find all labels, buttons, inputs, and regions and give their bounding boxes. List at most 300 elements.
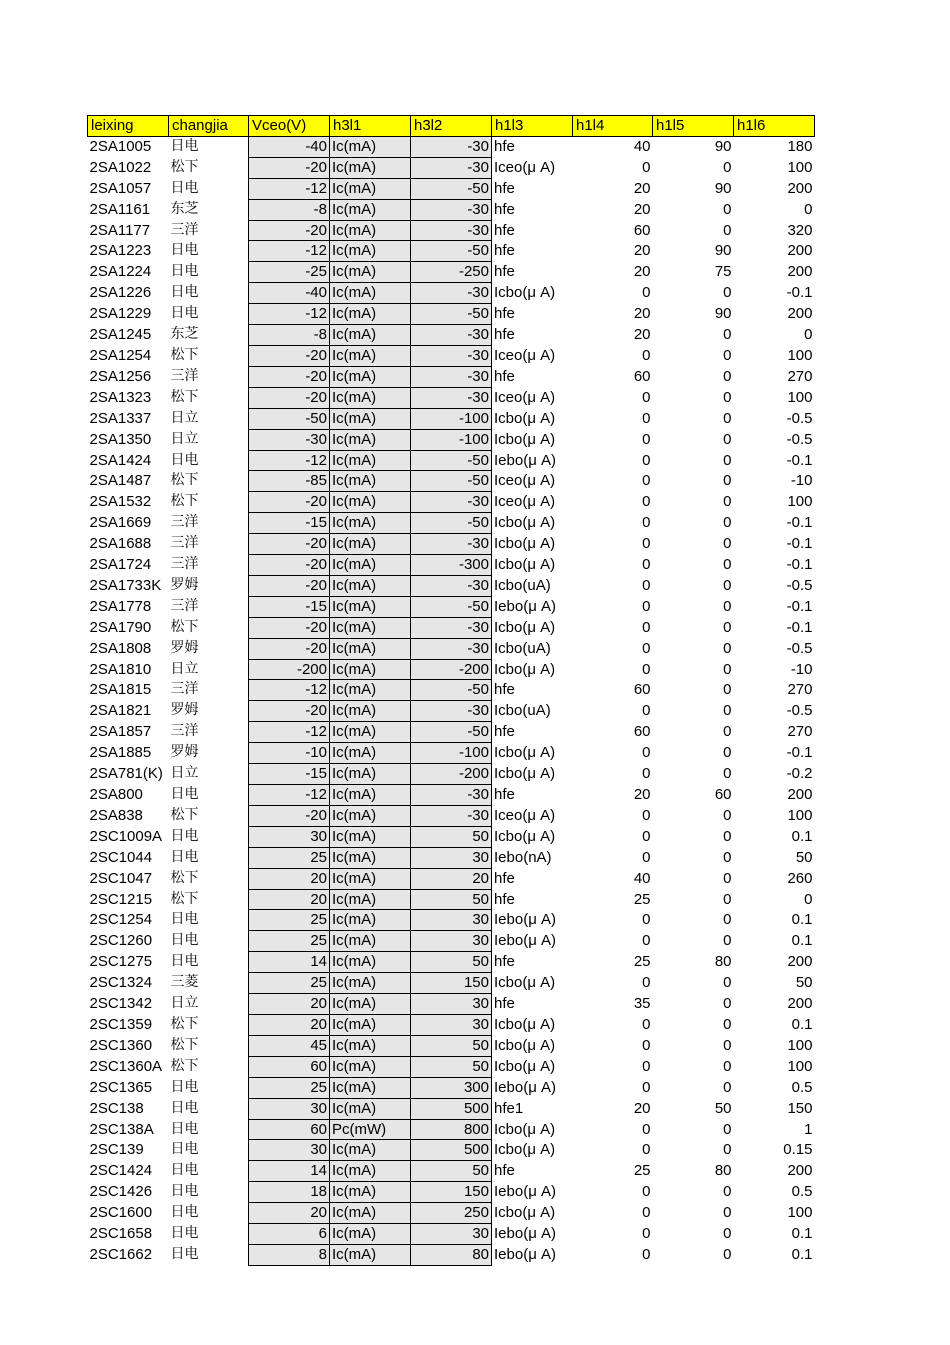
- cell-h3l1[interactable]: Ic(mA): [330, 805, 411, 826]
- cell-h3l2[interactable]: 50: [411, 1161, 492, 1182]
- cell-h1l6[interactable]: -0.5: [786, 639, 813, 657]
- cell-h1l4[interactable]: 0: [642, 409, 651, 427]
- cell-h3l1[interactable]: Ic(mA): [330, 429, 411, 450]
- cell-h1l4[interactable]: 0: [642, 451, 651, 469]
- cell-h1l5[interactable]: 0: [723, 1245, 732, 1263]
- cell-h3l1[interactable]: Ic(mA): [330, 764, 411, 785]
- cell-leixing[interactable]: 2SA1778: [89, 597, 152, 615]
- cell-leixing[interactable]: 2SA1337: [89, 409, 152, 427]
- cell-h1l6[interactable]: 320: [787, 221, 813, 239]
- cell-h1l6[interactable]: 0.1: [791, 1225, 813, 1243]
- cell-changjia[interactable]: 日立: [170, 409, 199, 426]
- cell-h1l4[interactable]: 0: [642, 1015, 651, 1033]
- cell-h1l5[interactable]: 0: [723, 723, 732, 741]
- cell-leixing[interactable]: 2SA1161: [89, 200, 151, 218]
- cell-changjia[interactable]: 三洋: [170, 556, 199, 573]
- cell-h1l4[interactable]: 0: [642, 597, 651, 615]
- cell-h3l2[interactable]: -50: [411, 471, 492, 492]
- cell-leixing[interactable]: 2SA1226: [89, 284, 152, 302]
- cell-h3l1[interactable]: Ic(mA): [330, 492, 411, 513]
- cell-h3l2[interactable]: 50: [411, 826, 492, 847]
- cell-leixing[interactable]: 2SA1022: [89, 158, 152, 176]
- cell-h3l2[interactable]: -50: [411, 178, 492, 199]
- cell-changjia[interactable]: 日电: [170, 786, 199, 802]
- cell-h3l2[interactable]: 150: [411, 1182, 492, 1203]
- cell-leixing[interactable]: 2SC1047: [89, 869, 153, 887]
- cell-changjia[interactable]: 松下: [170, 618, 199, 635]
- cell-h1l6[interactable]: 100: [787, 493, 813, 511]
- cell-h1l3[interactable]: Icbo(μ A): [494, 514, 556, 532]
- cell-h1l4[interactable]: 0: [642, 430, 651, 448]
- cell-h3l1[interactable]: Ic(mA): [330, 555, 411, 576]
- cell-h1l6[interactable]: 100: [787, 1057, 813, 1075]
- header-h1l6[interactable]: h1l6: [734, 116, 815, 137]
- cell-h3l1[interactable]: Ic(mA): [330, 952, 411, 973]
- cell-vceo[interactable]: 20: [249, 1203, 330, 1224]
- cell-h1l3[interactable]: Icbo(μ A): [494, 744, 556, 762]
- cell-leixing[interactable]: 2SA1256: [89, 367, 152, 385]
- cell-h3l2[interactable]: -100: [411, 429, 492, 450]
- cell-h1l6[interactable]: 0: [804, 326, 813, 344]
- header-vceo[interactable]: Vceo(V): [249, 116, 330, 137]
- cell-h1l3[interactable]: Iebo(μ A): [494, 1225, 556, 1243]
- cell-h1l3[interactable]: Icbo(uA): [494, 576, 551, 594]
- cell-vceo[interactable]: -15: [249, 513, 330, 534]
- cell-h1l4[interactable]: 0: [642, 911, 651, 929]
- cell-leixing[interactable]: 2SC1260: [89, 932, 153, 950]
- cell-h1l3[interactable]: Icbo(μ A): [494, 430, 556, 448]
- cell-h3l2[interactable]: 30: [411, 847, 492, 868]
- cell-h1l3[interactable]: Icbo(μ A): [494, 827, 556, 845]
- cell-h1l3[interactable]: Icbo(μ A): [494, 1057, 556, 1075]
- cell-h1l6[interactable]: 100: [787, 388, 813, 406]
- cell-h3l2[interactable]: -30: [411, 701, 492, 722]
- cell-h1l4[interactable]: 20: [633, 263, 651, 281]
- cell-h1l4[interactable]: 0: [642, 535, 651, 553]
- cell-h1l6[interactable]: 200: [787, 1162, 813, 1180]
- cell-h1l6[interactable]: 200: [787, 263, 813, 281]
- cell-h3l1[interactable]: Ic(mA): [330, 1182, 411, 1203]
- cell-h1l5[interactable]: 0: [723, 974, 732, 992]
- cell-vceo[interactable]: -20: [249, 617, 330, 638]
- cell-h1l5[interactable]: 0: [723, 535, 732, 553]
- cell-vceo[interactable]: 20: [249, 889, 330, 910]
- cell-h1l5[interactable]: 0: [723, 639, 732, 657]
- cell-h3l1[interactable]: Pc(mW): [330, 1119, 411, 1140]
- cell-h3l1[interactable]: Ic(mA): [330, 596, 411, 617]
- cell-h1l5[interactable]: 0: [723, 765, 732, 783]
- cell-leixing[interactable]: 2SC1360: [89, 1036, 153, 1054]
- cell-h3l1[interactable]: Ic(mA): [330, 178, 411, 199]
- cell-h1l4[interactable]: 20: [633, 1099, 651, 1117]
- cell-h1l3[interactable]: Icbo(μ A): [494, 1015, 556, 1033]
- cell-h1l3[interactable]: Icbo(μ A): [494, 974, 556, 992]
- cell-h3l1[interactable]: Ic(mA): [330, 1056, 411, 1077]
- cell-h1l3[interactable]: hfe: [494, 138, 515, 156]
- cell-changjia[interactable]: 日电: [170, 911, 199, 928]
- cell-h3l2[interactable]: -50: [411, 596, 492, 617]
- cell-h1l4[interactable]: 0: [642, 1141, 651, 1159]
- cell-h1l5[interactable]: 0: [723, 702, 732, 720]
- cell-leixing[interactable]: 2SA1815: [89, 681, 152, 699]
- cell-changjia[interactable]: 日电: [170, 242, 199, 259]
- cell-h3l2[interactable]: -30: [411, 575, 492, 596]
- cell-h1l5[interactable]: 0: [723, 576, 732, 594]
- cell-leixing[interactable]: 2SA1323: [89, 388, 152, 406]
- cell-h1l3[interactable]: Iebo(μ A): [494, 1078, 556, 1096]
- cell-changjia[interactable]: 日立: [170, 660, 199, 677]
- cell-h1l3[interactable]: hfe: [494, 1162, 515, 1180]
- cell-h1l4[interactable]: 0: [642, 806, 651, 824]
- cell-h1l5[interactable]: 60: [714, 786, 732, 803]
- cell-h1l5[interactable]: 0: [723, 1183, 732, 1201]
- cell-h1l3[interactable]: Icbo(uA): [494, 639, 551, 657]
- cell-leixing[interactable]: 2SC1044: [89, 848, 153, 866]
- header-h1l5[interactable]: h1l5: [653, 116, 734, 137]
- cell-vceo[interactable]: 60: [249, 1119, 330, 1140]
- cell-h1l4[interactable]: 60: [633, 367, 651, 385]
- cell-vceo[interactable]: 20: [249, 868, 330, 889]
- cell-changjia[interactable]: 松下: [170, 1057, 199, 1074]
- cell-h3l1[interactable]: Ic(mA): [330, 1161, 411, 1182]
- cell-leixing[interactable]: 2SC1359: [89, 1015, 153, 1033]
- cell-h1l4[interactable]: 0: [642, 576, 651, 594]
- cell-h1l6[interactable]: 200: [787, 242, 813, 260]
- cell-vceo[interactable]: -20: [249, 534, 330, 555]
- cell-h1l6[interactable]: -0.5: [786, 576, 813, 594]
- cell-changjia[interactable]: 日电: [170, 1204, 199, 1221]
- cell-changjia[interactable]: 三洋: [170, 597, 199, 614]
- cell-leixing[interactable]: 2SA1350: [89, 430, 152, 448]
- cell-h3l2[interactable]: 150: [411, 973, 492, 994]
- cell-h1l5[interactable]: 0: [723, 827, 732, 845]
- cell-vceo[interactable]: -20: [249, 575, 330, 596]
- cell-h3l1[interactable]: Ic(mA): [330, 889, 411, 910]
- cell-h1l6[interactable]: 0.1: [791, 1245, 813, 1263]
- cell-h1l4[interactable]: 0: [642, 932, 651, 950]
- cell-h1l6[interactable]: 0: [804, 200, 813, 218]
- cell-h1l5[interactable]: 0: [723, 618, 732, 636]
- cell-h1l4[interactable]: 0: [642, 1036, 651, 1054]
- cell-changjia[interactable]: 日电: [170, 1162, 199, 1179]
- cell-h3l1[interactable]: Ic(mA): [330, 910, 411, 931]
- cell-vceo[interactable]: -50: [249, 408, 330, 429]
- cell-h1l6[interactable]: 200: [787, 305, 813, 323]
- cell-vceo[interactable]: -12: [249, 450, 330, 471]
- cell-leixing[interactable]: 2SC1275: [89, 953, 153, 971]
- cell-vceo[interactable]: -20: [249, 638, 330, 659]
- cell-vceo[interactable]: 8: [249, 1244, 330, 1265]
- cell-leixing[interactable]: 2SA1245: [89, 326, 152, 344]
- cell-changjia[interactable]: 日电: [170, 284, 199, 301]
- cell-vceo[interactable]: -12: [249, 722, 330, 743]
- cell-h1l4[interactable]: 40: [633, 138, 651, 156]
- cell-h1l5[interactable]: 0: [723, 744, 732, 762]
- cell-vceo[interactable]: -20: [249, 701, 330, 722]
- cell-h3l1[interactable]: Ic(mA): [330, 345, 411, 366]
- cell-h1l6[interactable]: -0.5: [786, 430, 813, 448]
- header-h1l4[interactable]: h1l4: [573, 116, 653, 137]
- cell-h1l4[interactable]: 0: [642, 514, 651, 532]
- cell-h1l3[interactable]: Iebo(μ A): [494, 597, 556, 615]
- cell-changjia[interactable]: 松下: [170, 1036, 199, 1053]
- cell-h1l3[interactable]: Icbo(uA): [494, 702, 551, 720]
- cell-leixing[interactable]: 2SC1662: [89, 1245, 153, 1263]
- cell-vceo[interactable]: -15: [249, 596, 330, 617]
- cell-h1l4[interactable]: 40: [633, 869, 651, 887]
- cell-leixing[interactable]: 2SA1254: [89, 346, 152, 364]
- cell-changjia[interactable]: 日立: [170, 765, 199, 782]
- cell-h1l4[interactable]: 20: [633, 305, 651, 323]
- cell-h3l1[interactable]: Ic(mA): [330, 973, 411, 994]
- cell-h1l4[interactable]: 0: [642, 1078, 651, 1096]
- cell-changjia[interactable]: 日电: [170, 827, 199, 844]
- cell-vceo[interactable]: -8: [249, 325, 330, 346]
- cell-h1l5[interactable]: 0: [723, 1204, 732, 1222]
- cell-vceo[interactable]: 6: [249, 1224, 330, 1245]
- cell-vceo[interactable]: 25: [249, 847, 330, 868]
- cell-h1l5[interactable]: 0: [723, 1015, 732, 1033]
- cell-h3l1[interactable]: Ic(mA): [330, 1244, 411, 1265]
- cell-h3l1[interactable]: Ic(mA): [330, 1035, 411, 1056]
- cell-h1l5[interactable]: 0: [723, 451, 732, 469]
- cell-vceo[interactable]: -25: [249, 262, 330, 283]
- cell-h1l6[interactable]: 1: [804, 1120, 813, 1138]
- cell-changjia[interactable]: 三洋: [170, 221, 199, 238]
- cell-vceo[interactable]: -20: [249, 492, 330, 513]
- cell-vceo[interactable]: 14: [249, 952, 330, 973]
- cell-h1l3[interactable]: Iebo(μ A): [494, 1245, 556, 1263]
- cell-h3l2[interactable]: 20: [411, 868, 492, 889]
- cell-h1l6[interactable]: 270: [787, 367, 813, 385]
- cell-vceo[interactable]: -85: [249, 471, 330, 492]
- cell-h3l1[interactable]: Ic(mA): [330, 1224, 411, 1245]
- cell-h1l4[interactable]: 20: [633, 326, 651, 344]
- cell-h3l2[interactable]: 300: [411, 1077, 492, 1098]
- cell-leixing[interactable]: 2SA1733K: [89, 576, 162, 594]
- cell-leixing[interactable]: 2SA1177: [89, 221, 151, 239]
- cell-vceo[interactable]: 25: [249, 973, 330, 994]
- cell-h1l5[interactable]: 0: [723, 430, 732, 448]
- cell-vceo[interactable]: 30: [249, 1140, 330, 1161]
- header-changjia[interactable]: changjia: [169, 116, 249, 137]
- cell-leixing[interactable]: 2SA1532: [89, 493, 152, 511]
- cell-h3l2[interactable]: 50: [411, 1035, 492, 1056]
- cell-vceo[interactable]: 25: [249, 931, 330, 952]
- cell-h1l5[interactable]: 0: [723, 1078, 732, 1096]
- cell-h3l2[interactable]: -50: [411, 722, 492, 743]
- cell-vceo[interactable]: -20: [249, 555, 330, 576]
- cell-h1l5[interactable]: 80: [714, 1162, 732, 1180]
- cell-leixing[interactable]: 2SC138A: [89, 1120, 154, 1138]
- cell-vceo[interactable]: 45: [249, 1035, 330, 1056]
- cell-leixing[interactable]: 2SC1600: [89, 1204, 153, 1222]
- cell-h1l3[interactable]: hfe: [494, 890, 515, 908]
- cell-h1l5[interactable]: 0: [723, 806, 732, 824]
- cell-vceo[interactable]: 20: [249, 1014, 330, 1035]
- cell-h1l3[interactable]: hfe: [494, 242, 515, 260]
- cell-h1l3[interactable]: Icbo(μ A): [494, 618, 556, 636]
- cell-h3l2[interactable]: 30: [411, 910, 492, 931]
- cell-leixing[interactable]: 2SA1688: [89, 535, 152, 553]
- cell-changjia[interactable]: 松下: [170, 806, 199, 823]
- cell-h1l5[interactable]: 0: [723, 848, 732, 866]
- cell-h1l6[interactable]: -10: [790, 472, 813, 490]
- cell-h1l4[interactable]: 60: [633, 681, 651, 699]
- cell-h1l3[interactable]: hfe: [494, 786, 515, 803]
- cell-leixing[interactable]: 2SC1009A: [89, 827, 163, 845]
- cell-h1l6[interactable]: 0.5: [791, 1078, 813, 1096]
- cell-leixing[interactable]: 2SC1215: [89, 890, 153, 908]
- cell-changjia[interactable]: 日电: [170, 932, 199, 949]
- cell-h1l5[interactable]: 0: [723, 995, 732, 1013]
- cell-vceo[interactable]: -12: [249, 680, 330, 701]
- cell-leixing[interactable]: 2SC1254: [89, 911, 153, 929]
- cell-h1l5[interactable]: 0: [723, 472, 732, 490]
- cell-h1l6[interactable]: -0.1: [786, 744, 813, 762]
- cell-h1l6[interactable]: 150: [787, 1099, 813, 1117]
- cell-h1l3[interactable]: Iebo(μ A): [494, 911, 556, 929]
- cell-changjia[interactable]: 罗姆: [170, 639, 199, 656]
- cell-h3l1[interactable]: Ic(mA): [330, 1077, 411, 1098]
- cell-h3l1[interactable]: Ic(mA): [330, 304, 411, 325]
- cell-changjia[interactable]: 日电: [170, 1099, 199, 1116]
- cell-changjia[interactable]: 东芝: [170, 326, 199, 343]
- cell-leixing[interactable]: 2SA1790: [89, 618, 152, 636]
- cell-h3l2[interactable]: -300: [411, 555, 492, 576]
- cell-leixing[interactable]: 2SC1360A: [89, 1057, 163, 1075]
- cell-vceo[interactable]: -20: [249, 366, 330, 387]
- cell-h3l2[interactable]: -30: [411, 220, 492, 241]
- cell-changjia[interactable]: 三洋: [170, 367, 199, 384]
- cell-h1l5[interactable]: 0: [723, 1225, 732, 1243]
- cell-h1l4[interactable]: 25: [633, 953, 651, 971]
- cell-leixing[interactable]: 2SA1223: [89, 242, 152, 260]
- cell-h1l4[interactable]: 0: [642, 1057, 651, 1075]
- cell-h3l1[interactable]: Ic(mA): [330, 743, 411, 764]
- cell-h1l6[interactable]: -0.5: [786, 702, 813, 720]
- cell-h1l4[interactable]: 0: [642, 284, 651, 302]
- cell-h1l5[interactable]: 0: [723, 326, 732, 344]
- cell-vceo[interactable]: 30: [249, 1098, 330, 1119]
- cell-changjia[interactable]: 三洋: [170, 535, 199, 552]
- cell-vceo[interactable]: -200: [249, 659, 330, 680]
- cell-h3l2[interactable]: -100: [411, 408, 492, 429]
- cell-h1l5[interactable]: 0: [723, 514, 732, 532]
- cell-vceo[interactable]: 25: [249, 1077, 330, 1098]
- cell-h3l2[interactable]: 500: [411, 1098, 492, 1119]
- cell-h1l3[interactable]: hfe: [494, 953, 515, 971]
- cell-h1l3[interactable]: hfe: [494, 995, 515, 1013]
- cell-h1l5[interactable]: 50: [714, 1099, 732, 1117]
- cell-h1l4[interactable]: 0: [642, 618, 651, 636]
- cell-h1l3[interactable]: Icbo(μ A): [494, 1141, 556, 1159]
- cell-h3l2[interactable]: -30: [411, 157, 492, 178]
- cell-changjia[interactable]: 松下: [170, 388, 199, 405]
- cell-h1l6[interactable]: -0.1: [786, 284, 813, 302]
- cell-h3l1[interactable]: Ic(mA): [330, 785, 411, 806]
- cell-changjia[interactable]: 日电: [170, 451, 199, 468]
- cell-h1l6[interactable]: 100: [787, 806, 813, 824]
- cell-h1l4[interactable]: 0: [642, 848, 651, 866]
- cell-h3l1[interactable]: Ic(mA): [330, 617, 411, 638]
- cell-changjia[interactable]: 日电: [170, 953, 199, 970]
- cell-h3l2[interactable]: -50: [411, 450, 492, 471]
- cell-changjia[interactable]: 三洋: [170, 514, 199, 531]
- cell-leixing[interactable]: 2SA1724: [89, 556, 152, 574]
- cell-h1l4[interactable]: 0: [642, 1245, 651, 1263]
- cell-h1l6[interactable]: -10: [790, 660, 813, 678]
- cell-h3l2[interactable]: 50: [411, 952, 492, 973]
- cell-h1l6[interactable]: 0.5: [791, 1183, 813, 1201]
- cell-h3l2[interactable]: 500: [411, 1140, 492, 1161]
- cell-h1l5[interactable]: 0: [723, 200, 732, 218]
- cell-leixing[interactable]: 2SA838: [89, 806, 143, 824]
- cell-leixing[interactable]: 2SA1487: [89, 472, 152, 490]
- cell-vceo[interactable]: -20: [249, 387, 330, 408]
- cell-h1l4[interactable]: 25: [633, 1162, 651, 1180]
- cell-h1l5[interactable]: 0: [723, 367, 732, 385]
- cell-h1l5[interactable]: 0: [723, 1036, 732, 1054]
- cell-changjia[interactable]: 东芝: [170, 200, 199, 217]
- cell-vceo[interactable]: 14: [249, 1161, 330, 1182]
- cell-h3l2[interactable]: -100: [411, 743, 492, 764]
- cell-h3l1[interactable]: Ic(mA): [330, 534, 411, 555]
- cell-leixing[interactable]: 2SA1057: [89, 179, 152, 197]
- cell-h3l1[interactable]: Ic(mA): [330, 994, 411, 1015]
- cell-h1l6[interactable]: 0.1: [791, 1015, 813, 1033]
- cell-h3l1[interactable]: Ic(mA): [330, 1140, 411, 1161]
- cell-h1l4[interactable]: 0: [642, 493, 651, 511]
- cell-h3l2[interactable]: 50: [411, 1056, 492, 1077]
- cell-h1l5[interactable]: 90: [714, 242, 732, 260]
- cell-leixing[interactable]: 2SA1224: [89, 263, 152, 281]
- cell-h3l2[interactable]: -30: [411, 617, 492, 638]
- cell-h3l1[interactable]: Ic(mA): [330, 157, 411, 178]
- cell-h1l6[interactable]: 200: [787, 995, 813, 1013]
- cell-h1l3[interactable]: hfe: [494, 367, 515, 385]
- cell-h1l6[interactable]: 0.15: [783, 1141, 813, 1159]
- cell-h3l1[interactable]: Ic(mA): [330, 366, 411, 387]
- cell-h1l3[interactable]: hfe: [494, 723, 515, 741]
- header-h1l3[interactable]: h1l3: [492, 116, 573, 137]
- cell-h1l6[interactable]: 0.1: [791, 827, 813, 845]
- cell-h1l4[interactable]: 0: [642, 827, 651, 845]
- cell-h1l6[interactable]: 0.1: [791, 911, 813, 929]
- cell-leixing[interactable]: 2SA1857: [89, 723, 152, 741]
- cell-h1l6[interactable]: 270: [787, 723, 813, 741]
- cell-h3l1[interactable]: Ic(mA): [330, 1203, 411, 1224]
- cell-h3l2[interactable]: -30: [411, 345, 492, 366]
- cell-changjia[interactable]: 日电: [170, 305, 199, 322]
- cell-vceo[interactable]: -20: [249, 157, 330, 178]
- cell-h3l2[interactable]: -30: [411, 785, 492, 806]
- cell-h1l5[interactable]: 90: [714, 179, 732, 197]
- cell-h3l2[interactable]: -30: [411, 136, 492, 157]
- cell-h1l3[interactable]: Icbo(μ A): [494, 1204, 556, 1222]
- cell-h3l1[interactable]: Ic(mA): [330, 847, 411, 868]
- cell-h1l5[interactable]: 0: [723, 1057, 732, 1075]
- cell-changjia[interactable]: 松下: [170, 158, 199, 175]
- cell-h1l5[interactable]: 0: [723, 409, 732, 427]
- cell-h1l5[interactable]: 0: [723, 493, 732, 511]
- cell-h3l1[interactable]: Ic(mA): [330, 387, 411, 408]
- cell-h3l2[interactable]: 50: [411, 889, 492, 910]
- cell-leixing[interactable]: 2SA1885: [89, 744, 152, 762]
- cell-h1l5[interactable]: 0: [723, 388, 732, 406]
- cell-h1l5[interactable]: 90: [714, 138, 732, 156]
- cell-h1l3[interactable]: hfe: [494, 221, 515, 239]
